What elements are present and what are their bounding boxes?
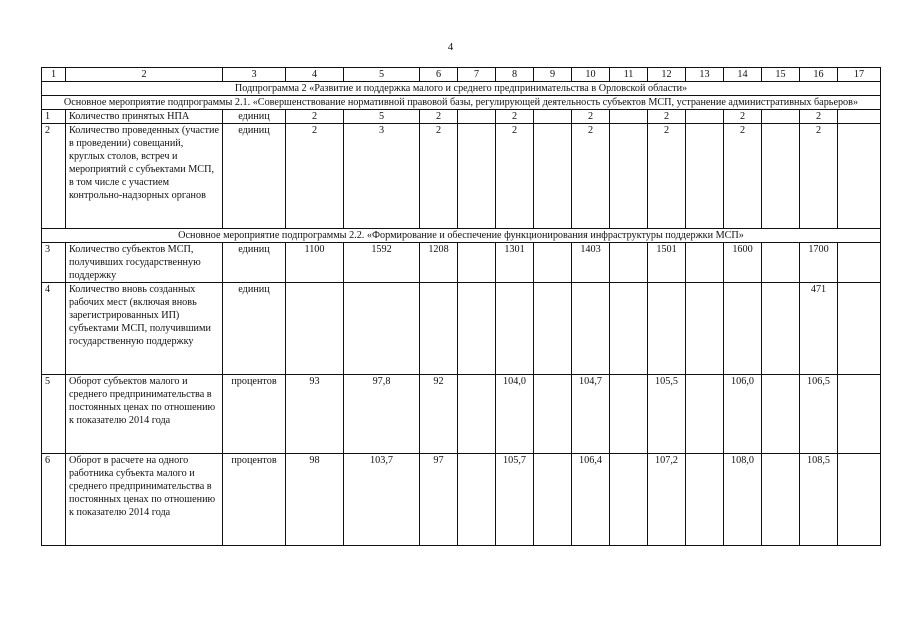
value-cell: 1301 [496,243,534,283]
column-number: 16 [800,68,838,82]
indicator-name: Оборот субъектов малого и среднего предпринимательства в постоянных ценах по отношению к показателю 2014 года [66,375,223,454]
table-row [42,454,881,546]
value-cell: 2 [572,110,610,124]
value-cell [762,243,800,283]
unit: единиц [223,243,286,283]
value-cell [534,243,572,283]
value-cell [686,124,724,229]
value-cell: 98 [286,454,344,546]
column-number: 10 [572,68,610,82]
subprogram-title: Подпрограмма 2 «Развитие и поддержка малого и среднего предпринимательства в Орловской области» [42,82,881,96]
indicator-name: Количество проведенных (участие в проведении) совещаний, круглых столов, встреч и мероприятий с субъектами МСП, в том числе с участием контрольно-надзорных органов [66,124,223,229]
column-number: 3 [223,68,286,82]
value-cell [534,283,572,375]
column-number: 4 [286,68,344,82]
row-number: 5 [42,375,66,454]
value-cell: 2 [496,110,534,124]
value-cell: 1100 [286,243,344,283]
value-cell [610,243,648,283]
row-number: 4 [42,283,66,375]
table-row [42,375,881,454]
value-cell [458,124,496,229]
value-cell [762,375,800,454]
column-number: 8 [496,68,534,82]
column-number: 5 [344,68,420,82]
value-cell [838,283,881,375]
column-number: 15 [762,68,800,82]
column-number: 14 [724,68,762,82]
value-cell [458,110,496,124]
value-cell [648,283,686,375]
value-cell: 2 [572,124,610,229]
value-cell: 2 [420,110,458,124]
value-cell: 1600 [724,243,762,283]
value-cell: 3 [344,124,420,229]
column-number: 1 [42,68,66,82]
value-cell [610,375,648,454]
indicator-name: Количество субъектов МСП, получивших государственную поддержку [66,243,223,283]
value-cell [838,243,881,283]
column-number: 17 [838,68,881,82]
value-cell [762,124,800,229]
value-cell: 5 [344,110,420,124]
row-number: 6 [42,454,66,546]
value-cell: 107,2 [648,454,686,546]
value-cell [610,110,648,124]
value-cell [686,243,724,283]
value-cell [686,375,724,454]
value-cell [458,283,496,375]
value-cell [458,454,496,546]
unit: единиц [223,283,286,375]
column-number: 6 [420,68,458,82]
value-cell: 1208 [420,243,458,283]
column-number: 9 [534,68,572,82]
row-number: 3 [42,243,66,283]
value-cell: 93 [286,375,344,454]
value-cell [286,283,344,375]
value-cell: 2 [286,110,344,124]
value-cell: 2 [420,124,458,229]
value-cell: 2 [724,110,762,124]
table-row [42,124,881,229]
value-cell: 97,8 [344,375,420,454]
value-cell [686,110,724,124]
value-cell [534,110,572,124]
value-cell: 105,7 [496,454,534,546]
indicator-name: Количество принятых НПА [66,110,223,124]
value-cell: 2 [800,124,838,229]
value-cell: 2 [496,124,534,229]
value-cell: 103,7 [344,454,420,546]
value-cell: 108,0 [724,454,762,546]
value-cell: 97 [420,454,458,546]
value-cell: 1501 [648,243,686,283]
value-cell: 108,5 [800,454,838,546]
value-cell: 2 [286,124,344,229]
table-row [42,283,881,375]
value-cell: 1700 [800,243,838,283]
indicators-table [41,67,881,546]
indicator-name: Количество вновь созданных рабочих мест (включая вновь зарегистрированных ИП) субъектами МСП, получившими государственную поддержку [66,283,223,375]
column-number: 2 [66,68,223,82]
column-number: 11 [610,68,648,82]
value-cell [838,375,881,454]
value-cell [458,375,496,454]
value-cell: 104,0 [496,375,534,454]
value-cell [496,283,534,375]
section-2-2-title: Основное мероприятие подпрограммы 2.2. «Формирование и обеспечение функционирования инфраструктуры поддержки МСП» [42,229,881,243]
value-cell [838,110,881,124]
column-number: 12 [648,68,686,82]
value-cell: 92 [420,375,458,454]
value-cell [610,124,648,229]
page-number: 4 [447,41,454,53]
row-number: 1 [42,110,66,124]
column-numbers-row [42,68,881,82]
subprogram-title-row [42,82,881,96]
value-cell [534,454,572,546]
value-cell [420,283,458,375]
value-cell: 2 [648,124,686,229]
row-number: 2 [42,124,66,229]
value-cell: 471 [800,283,838,375]
value-cell [724,283,762,375]
table-row [42,243,881,283]
value-cell: 2 [724,124,762,229]
value-cell [572,283,610,375]
unit: процентов [223,454,286,546]
value-cell: 2 [800,110,838,124]
value-cell [762,454,800,546]
indicator-name: Оборот в расчете на одного работника субъекта малого и среднего предпринимательства в постоянных ценах по отношению к показателю 2014 года [66,454,223,546]
value-cell: 2 [648,110,686,124]
value-cell: 104,7 [572,375,610,454]
value-cell [534,124,572,229]
value-cell [344,283,420,375]
value-cell [534,375,572,454]
value-cell [762,283,800,375]
value-cell [686,454,724,546]
unit: единиц [223,110,286,124]
value-cell: 1403 [572,243,610,283]
value-cell [610,283,648,375]
unit: процентов [223,375,286,454]
value-cell [610,454,648,546]
section-2-1-title: Основное мероприятие подпрограммы 2.1. «Совершенствование нормативной правовой базы, регулирующей деятельность субъектов МСП, устранение административных барьеров» [42,96,881,110]
value-cell [838,124,881,229]
section-2-1-row [42,96,881,110]
table-row [42,110,881,124]
value-cell [686,283,724,375]
value-cell: 106,5 [800,375,838,454]
value-cell [762,110,800,124]
value-cell: 105,5 [648,375,686,454]
unit: единиц [223,124,286,229]
value-cell: 1592 [344,243,420,283]
value-cell: 106,4 [572,454,610,546]
value-cell [838,454,881,546]
section-2-2-row [42,229,881,243]
value-cell: 106,0 [724,375,762,454]
column-number: 7 [458,68,496,82]
column-number: 13 [686,68,724,82]
value-cell [458,243,496,283]
